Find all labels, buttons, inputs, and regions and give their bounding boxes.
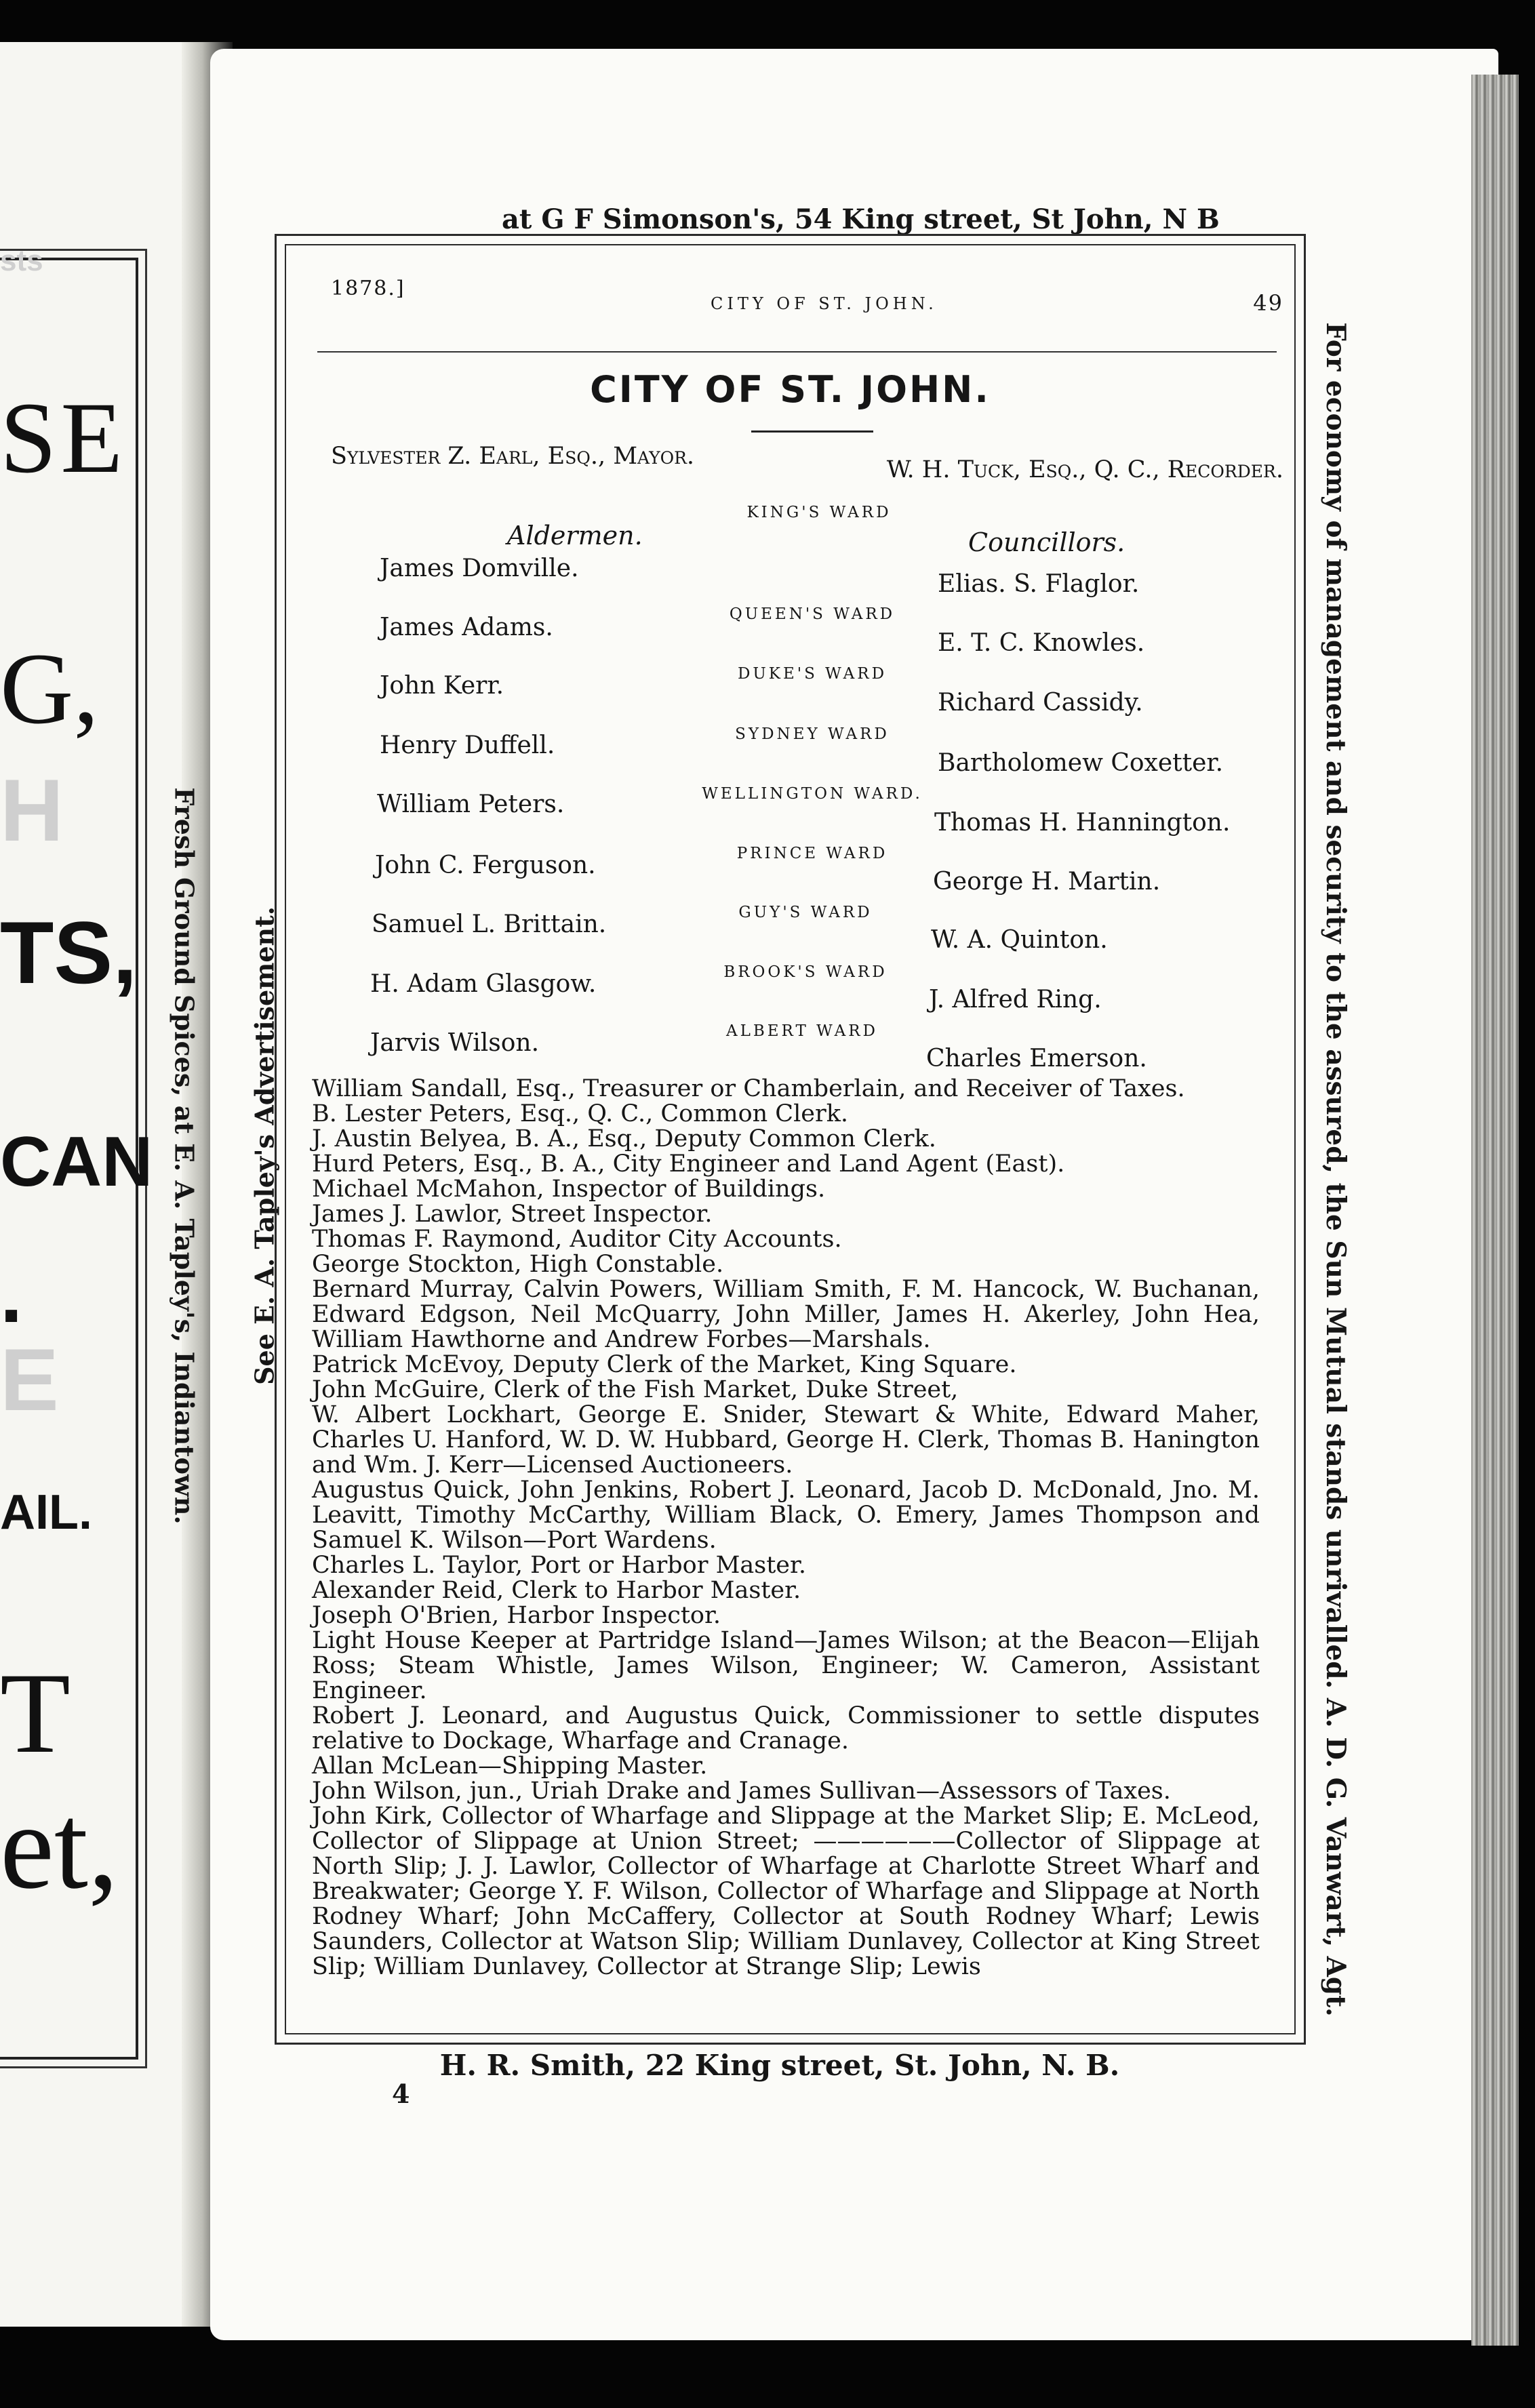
ward-label: ALBERT WARD xyxy=(725,1022,878,1040)
title-rule xyxy=(751,430,873,433)
left-ad-fragment: et, xyxy=(0,1779,119,1914)
official-entry: Thomas F. Raymond, Auditor City Accounts. xyxy=(312,1226,842,1253)
left-ad-fragment: . xyxy=(0,1249,23,1340)
aldermen-header: Aldermen. xyxy=(507,521,643,550)
councillor-name: Elias. S. Flaglor. xyxy=(938,570,1140,598)
page-title: CITY OF ST. JOHN. xyxy=(590,368,991,411)
alderman-name: Jarvis Wilson. xyxy=(370,1029,540,1057)
official-entry: Bernard Murray, Calvin Powers, William Smith, F. M. Hancock, W. Buchanan, Edward Edgson, Neil McQuarry, John Miller, James H. Akerley, John Hea, William Hawthorne and Andrew Forbes—Marshals. xyxy=(312,1276,1260,1353)
official-entry: John Wilson, jun., Uriah Drake and James Sullivan—Assessors of Taxes. xyxy=(312,1778,1171,1805)
councillor-name: Richard Cassidy. xyxy=(938,689,1143,717)
official-entry: J. Austin Belyea, B. A., Esq., Deputy Common Clerk. xyxy=(312,1125,936,1152)
page-frame xyxy=(275,234,1306,2045)
official-entry: B. Lester Peters, Esq., Q. C., Common Clerk. xyxy=(312,1100,849,1127)
right-margin-ad-text: For economy of management and security to the assured, the Sun Mutual stands unrivalled. A. D. G. Vanwart, Agt. xyxy=(1320,322,1351,2017)
alderman-name: Samuel L. Brittain. xyxy=(372,910,607,938)
header-year: 1878.] xyxy=(331,277,405,300)
councillor-name: Bartholomew Coxetter. xyxy=(938,749,1224,777)
councillor-name: E. T. C. Knowles. xyxy=(938,629,1145,657)
official-entry: John McGuire, Clerk of the Fish Market, Duke Street, xyxy=(312,1376,959,1403)
left-ad-fragment: AIL. xyxy=(0,1485,92,1540)
left-ad-fragment: CAN xyxy=(0,1123,153,1201)
signature-page-number: 4 xyxy=(392,2079,410,2109)
ward-label: BROOK'S WARD xyxy=(723,963,888,981)
official-entry: Patrick McEvoy, Deputy Clerk of the Market, King Square. xyxy=(312,1351,1017,1378)
official-entry: Robert J. Leonard, and Augustus Quick, Commissioner to settle disputes relative to Dockage, Wharfage and Cranage. xyxy=(312,1702,1260,1754)
alderman-name: James Adams. xyxy=(380,614,553,641)
official-entry: Joseph O'Brien, Harbor Inspector. xyxy=(312,1602,721,1629)
official-entry: Allan McLean—Shipping Master. xyxy=(312,1752,708,1780)
official-entry: William Sandall, Esq., Treasurer or Chamberlain, and Receiver of Taxes. xyxy=(312,1075,1185,1102)
ward-label: DUKE'S WARD xyxy=(737,665,888,683)
ward-label: QUEEN'S WARD xyxy=(729,605,896,623)
councillor-name: W. A. Quinton. xyxy=(931,926,1108,954)
councillors-header: Councillors. xyxy=(968,527,1125,557)
left-page-vertical-ad-text: Fresh Ground Spices, at E. A. Tapley's, Indiantown. xyxy=(169,787,200,1525)
councillor-name: George H. Martin. xyxy=(933,868,1161,896)
mayor: Sylvester Z. Earl, Esq., Mayor. xyxy=(331,443,695,470)
alderman-name: John C. Ferguson. xyxy=(375,851,596,879)
official-entry: Michael McMahon, Inspector of Buildings. xyxy=(312,1176,826,1203)
ward-label: WELLINGTON WARD. xyxy=(702,785,923,803)
page-stack-edge xyxy=(1471,75,1519,2346)
alderman-name: H. Adam Glasgow. xyxy=(370,970,597,998)
official-entry: Hurd Peters, Esq., B. A., City Engineer and Land Agent (East). xyxy=(312,1150,1065,1178)
top-running-ad: at G F Simonson's, 54 King street, St John, N B xyxy=(502,203,1220,235)
official-entry: W. Albert Lockhart, George E. Snider, Stewart & White, Edward Maher, Charles U. Hanford, W. D. W. Hubbard, George H. Clerk, Thomas B. Hanington and Wm. J. Kerr—Licensed Auctioneers. xyxy=(312,1401,1260,1479)
official-entry: George Stockton, High Constable. xyxy=(312,1251,724,1278)
header-rule xyxy=(317,351,1277,353)
left-ad-fragment: T xyxy=(0,1649,71,1777)
councillor-name: J. Alfred Ring. xyxy=(929,986,1102,1014)
right-margin-ad xyxy=(1305,258,1366,2081)
ward-label: PRINCE WARD xyxy=(736,845,888,862)
header-page-number: 49 xyxy=(1253,290,1283,316)
officials-list xyxy=(297,1077,1260,1980)
left-ad-faint-fragment: H xyxy=(0,761,64,860)
alderman-name: William Peters. xyxy=(377,790,565,818)
ward-label: KING'S WARD xyxy=(746,504,892,521)
left-ad-fragment: G, xyxy=(0,633,99,745)
alderman-name: James Domville. xyxy=(380,555,579,582)
alderman-name: John Kerr. xyxy=(380,672,504,700)
councillor-name: Charles Emerson. xyxy=(926,1045,1147,1072)
left-ad-faint-fragment: sts xyxy=(0,244,43,277)
recorder: W. H. Tuck, Esq., Q. C., Recorder. xyxy=(886,456,1283,483)
left-page-vertical-ad xyxy=(151,729,218,1583)
official-entry: James J. Lawlor, Street Inspector. xyxy=(312,1201,713,1228)
header-running-title: CITY OF ST. JOHN. xyxy=(711,294,938,313)
left-ad-fragment: TS, xyxy=(0,903,138,1002)
left-margin-ad-text: See E. A. Tapley's Advertisement. xyxy=(249,906,280,1385)
official-entry: Augustus Quick, John Jenkins, Robert J. Leonard, Jacob D. McDonald, Jno. M. Leavitt, Timothy McCarthy, William Black, O. Emery, James Thompson and Samuel K. Wilson—Port Wardens. xyxy=(312,1477,1260,1554)
councillor-name: Thomas H. Hannington. xyxy=(934,809,1231,837)
official-entry: Light House Keeper at Partridge Island—James Wilson; at the Beacon—Elijah Ross; Steam Whistle, James Wilson, Engineer; W. Cameron, Assistant Engineer. xyxy=(312,1627,1260,1704)
alderman-name: Henry Duffell. xyxy=(380,731,555,759)
ward-label: GUY'S WARD xyxy=(738,904,873,921)
left-ad-faint-fragment: E xyxy=(0,1330,59,1429)
official-entry: Charles L. Taylor, Port or Harbor Master. xyxy=(312,1552,807,1579)
left-ad-fragment: SE xyxy=(0,382,127,494)
ward-label: SYDNEY WARD xyxy=(735,725,890,743)
official-entry: Alexander Reid, Clerk to Harbor Master. xyxy=(312,1577,801,1604)
bottom-running-ad: H. R. Smith, 22 King street, St. John, N. B. xyxy=(439,2049,1120,2082)
official-entry: John Kirk, Collector of Wharfage and Slippage at the Market Slip; E. McLeod, Collector of Slippage at Union Street; ——————Collector of Slippage at North Slip; J. J. Lawlor, Collector of Wharfage at Charlotte Street Wharf and Breakwater; George Y. F. Wilson, Collector of Wharfage and Slippage at North Rodney Wharf; John McCaffery, Collector at South Rodney Wharf; Lewis Saunders, Collector at Watson Slip; William Dunlavey, Collector at King Street Slip; William Dunlavey, Collector at Strange Slip; Lewis xyxy=(312,1803,1260,1980)
